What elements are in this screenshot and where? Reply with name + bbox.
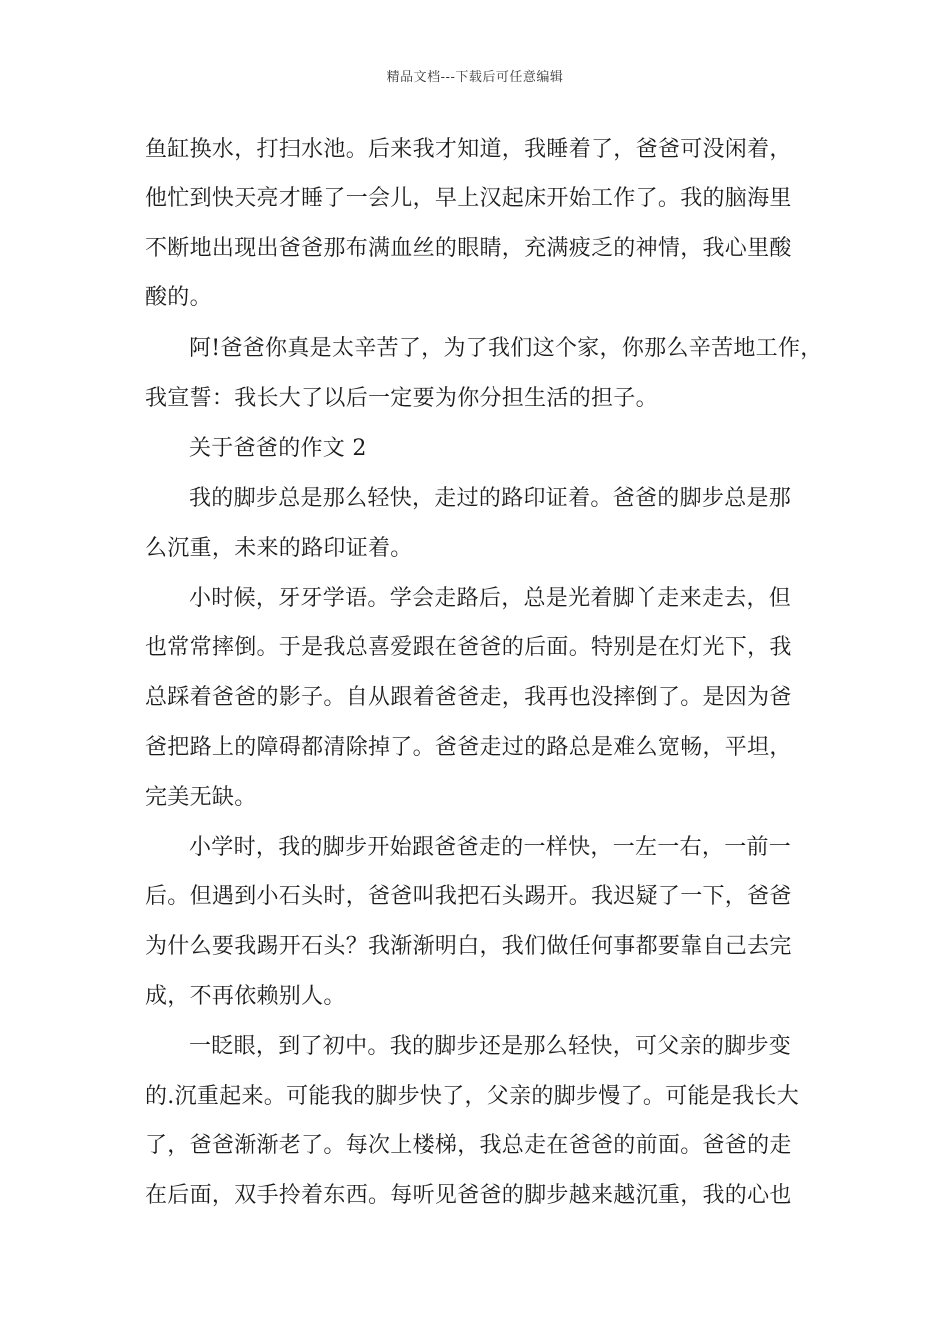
page-header: 精品文档---下载后可任意编辑 [386,70,564,85]
text-line: 成，不再依赖别人。 [145,984,346,1009]
text-line: 完美无缺。 [145,785,257,810]
text-line: 我宣誓：我长大了以后一定要为你分担生活的担子。 [145,386,658,411]
text-line: 一眨眼，到了初中。我的脚步还是那么轻快，可父亲的脚步变 [189,1034,792,1059]
text-line: 小学时，我的脚步开始跟爸爸走的一样快，一左一右，一前一 [189,835,792,860]
text-line: 了，爸爸渐渐老了。每次上楼梯，我总走在爸爸的前面。爸爸的走 [145,1133,792,1158]
text-line: 后。但遇到小石头时，爸爸叫我把石头踢开。我迟疑了一下，爸爸 [145,884,792,909]
text-line: 也常常摔倒。于是我总喜爱跟在爸爸的后面。特别是在灯光下，我 [145,635,792,660]
text-line: 在后面，双手拎着东西。每听见爸爸的脚步越来越沉重，我的心也 [145,1183,792,1208]
text-line: 爸把路上的障碍都清除掉了。爸爸走过的路总是难么宽畅，平坦， [145,735,792,760]
text-line: 为什么要我踢开石头？我渐渐明白，我们做任何事都要靠自己去完 [145,934,792,959]
text-line: 酸的。 [145,285,212,310]
text-line: 我的脚步总是那么轻快，走过的路印证着。爸爸的脚步总是那 [189,486,792,511]
section-title: 关于爸爸的作文 2 [189,436,367,461]
text-line: 总踩着爸爸的影子。自从跟着爸爸走，我再也没摔倒了。是因为爸 [145,685,792,710]
text-line: 鱼缸换水，打扫水池。后来我才知道，我睡着了，爸爸可没闲着， [145,137,792,162]
text-line: 的.沉重起来。可能我的脚步快了，父亲的脚步慢了。可能是我长大 [145,1084,799,1109]
text-line: 阿!爸爸你真是太辛苦了，为了我们这个家，你那么辛苦地工作， [189,336,823,361]
text-line: 他忙到快天亮才睡了一会儿，早上汉起床开始工作了。我的脑海里 [145,186,792,211]
text-line: 么沉重，未来的路印证着。 [145,536,413,561]
text-line: 不断地出现出爸爸那布满血丝的眼睛，充满疲乏的神情，我心里酸 [145,236,792,261]
text-line: 小时候，牙牙学语。学会走路后，总是光着脚丫走来走去，但 [189,586,792,611]
